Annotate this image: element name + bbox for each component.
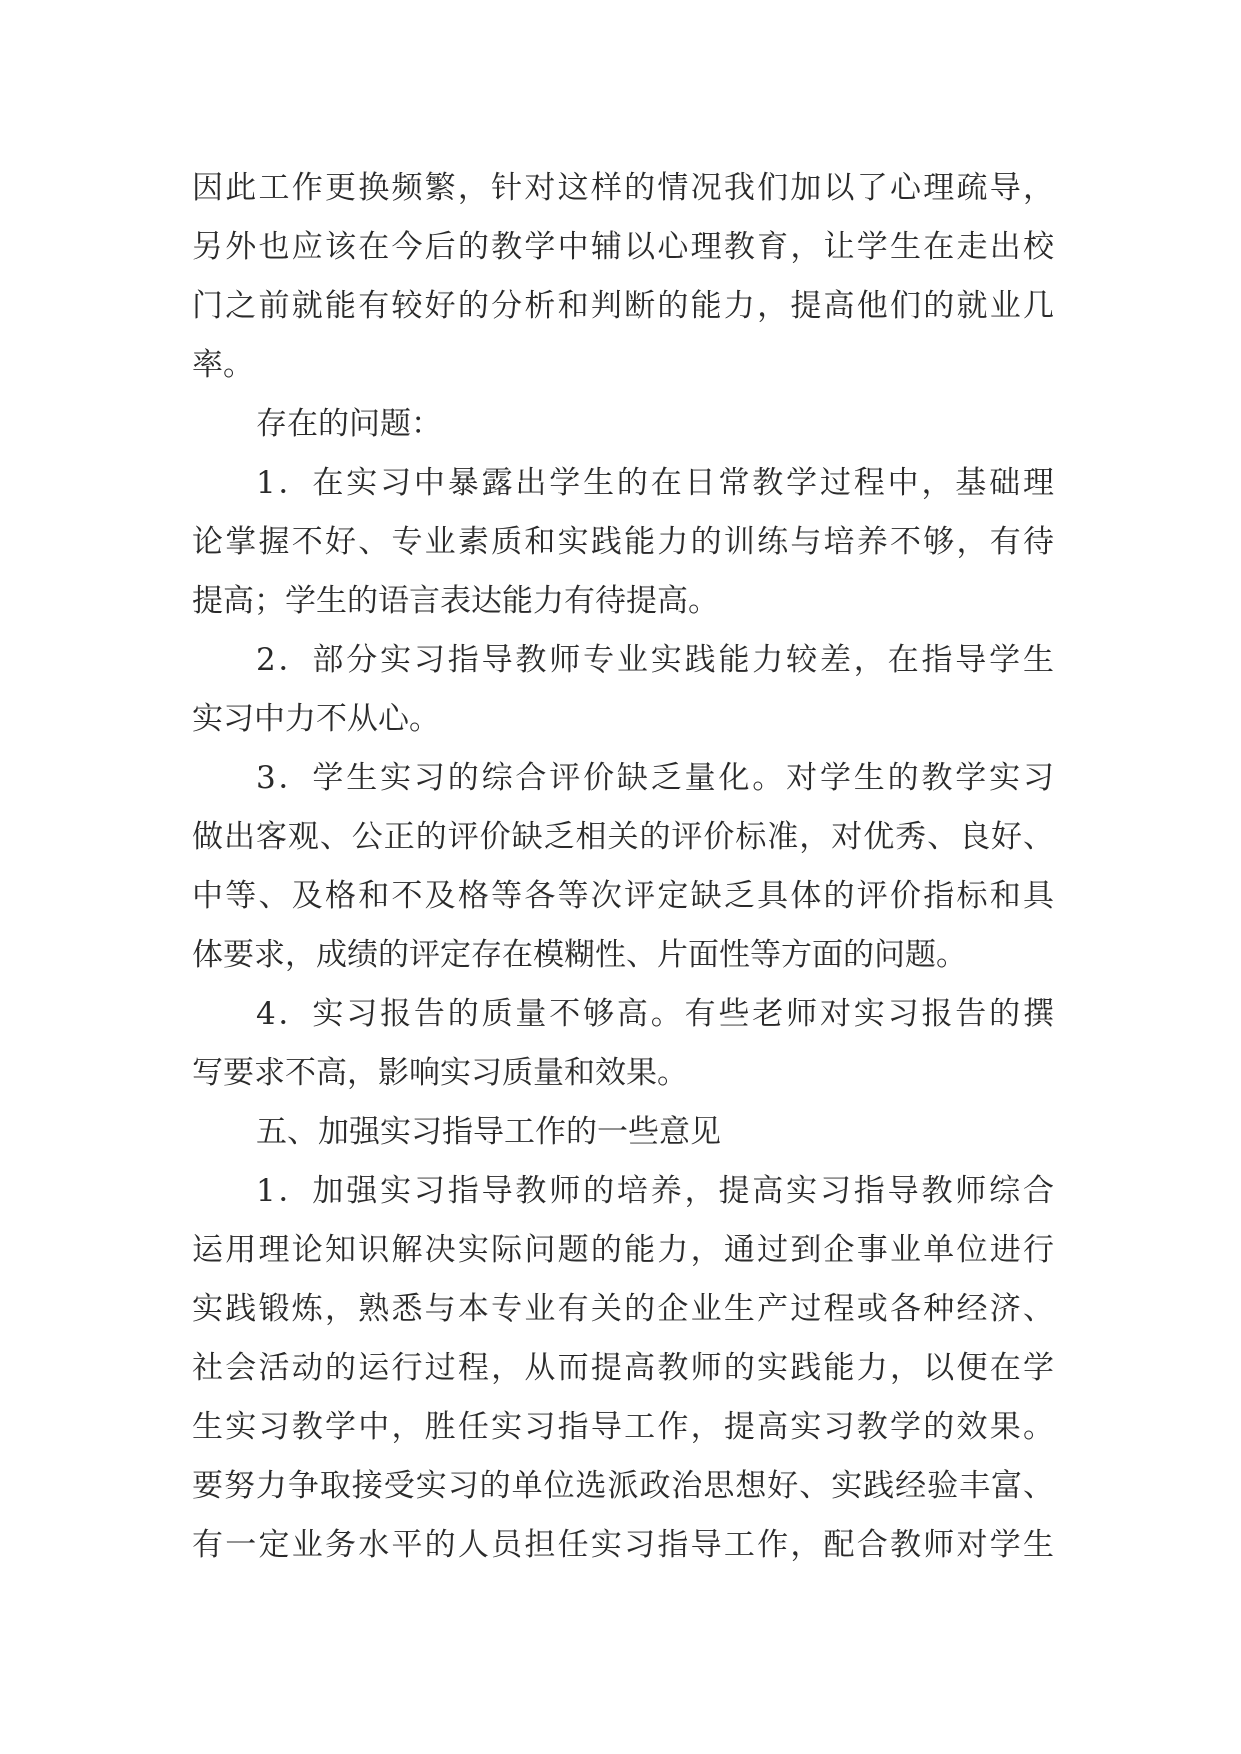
paragraph-line: 因此工作更换频繁，针对这样的情况我们加以了心理疏导，: [192, 170, 1054, 206]
paragraph-line: 要努力争取接受实习的单位选派政治思想好、实践经验丰富、: [192, 1468, 1054, 1504]
paragraph-line: 社会活动的运行过程，从而提高教师的实践能力，以便在学: [192, 1350, 1054, 1386]
paragraph-line: 体要求，成绩的评定存在模糊性、片面性等方面的问题。: [192, 937, 967, 973]
paragraph-line: 有一定业务水平的人员担任实习指导工作，配合教师对学生: [192, 1527, 1054, 1563]
paragraph-line: 提高；学生的语言表达能力有待提高。: [192, 583, 719, 619]
paragraph-line: 另外也应该在今后的教学中辅以心理教育，让学生在走出校: [192, 229, 1054, 265]
paragraph-line: 写要求不高，影响实习质量和效果。: [192, 1055, 688, 1091]
section-heading: 五、加强实习指导工作的一些意见: [256, 1114, 721, 1150]
paragraph-line: 实践锻炼，熟悉与本专业有关的企业生产过程或各种经济、: [192, 1291, 1054, 1327]
paragraph-line: 论掌握不好、专业素质和实践能力的训练与培养不够，有待: [192, 524, 1054, 560]
paragraph-line: 实习中力不从心。: [192, 701, 440, 737]
paragraph-line: 2．部分实习指导教师专业实践能力较差，在指导学生: [256, 642, 1054, 678]
paragraph-line: 生实习教学中，胜任实习指导工作，提高实习教学的效果。: [192, 1409, 1054, 1445]
section-heading: 存在的问题：: [256, 406, 442, 442]
paragraph-line: 1．在实习中暴露出学生的在日常教学过程中，基础理: [256, 465, 1054, 501]
paragraph-line: 做出客观、公正的评价缺乏相关的评价标准，对优秀、良好、: [192, 819, 1054, 855]
paragraph-line: 3．学生实习的综合评价缺乏量化。对学生的教学实习: [256, 760, 1054, 796]
paragraph-line: 4．实习报告的质量不够高。有些老师对实习报告的撰: [256, 996, 1054, 1032]
paragraph-line: 率。: [192, 347, 254, 383]
paragraph-line: 1．加强实习指导教师的培养，提高实习指导教师综合: [256, 1173, 1054, 1209]
paragraph-line: 运用理论知识解决实际问题的能力，通过到企事业单位进行: [192, 1232, 1054, 1268]
paragraph-line: 门之前就能有较好的分析和判断的能力，提高他们的就业几: [192, 288, 1054, 324]
paragraph-line: 中等、及格和不及格等各等次评定缺乏具体的评价指标和具: [192, 878, 1054, 914]
